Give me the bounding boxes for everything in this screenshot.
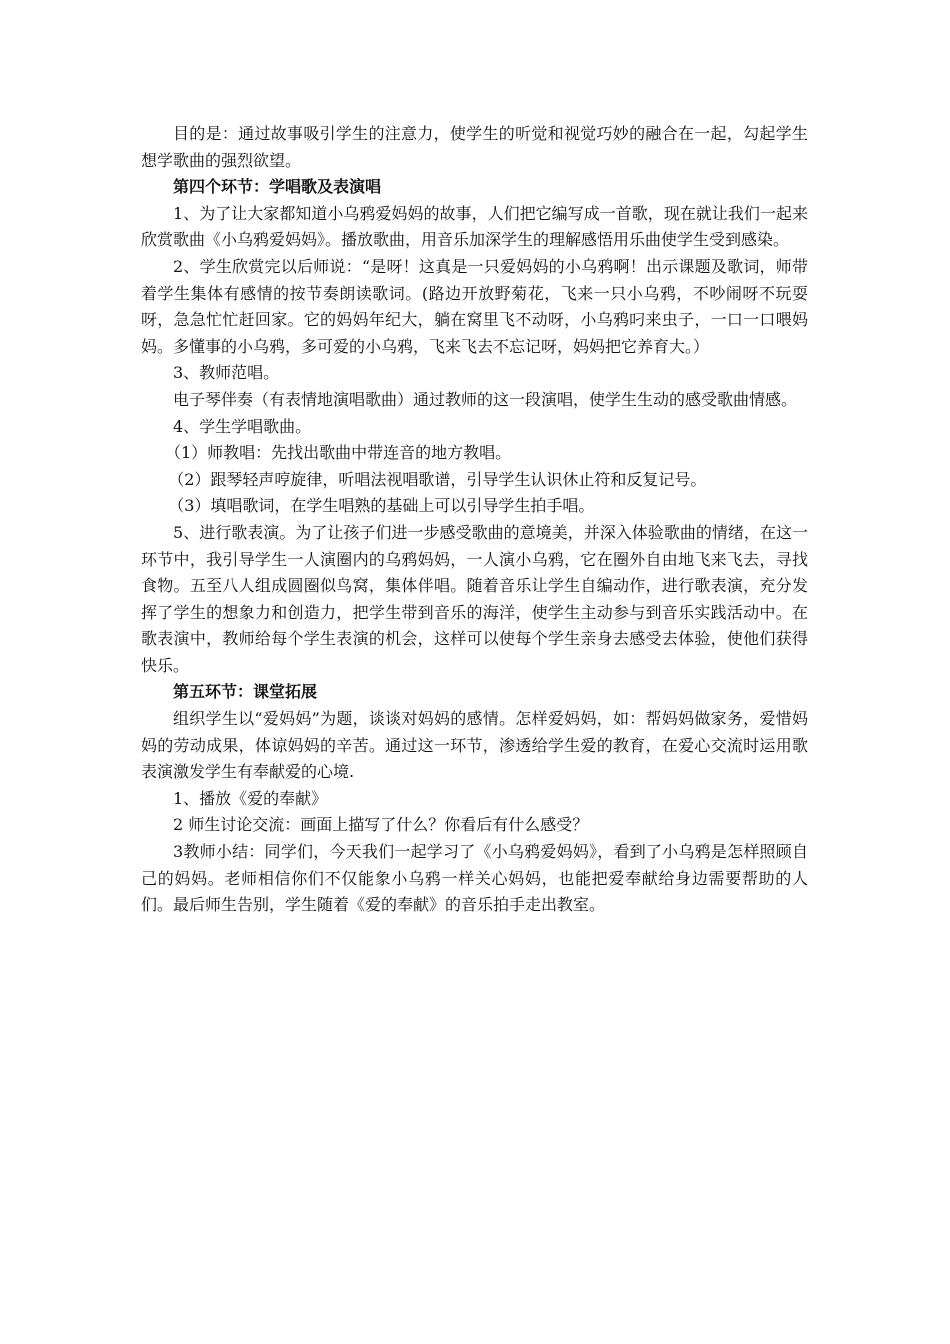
paragraph-accompaniment: 电子琴伴奏（有表情地演唱歌曲）通过教师的这一段演唱，使学生生动的感受歌曲情感。 xyxy=(173,389,798,409)
paragraph-ext-1: 1、播放《爱的奉献》 xyxy=(173,788,328,808)
paragraph-substep-2: （2）跟琴轻声哼旋律，听唱法视唱歌谱，引导学生认识休止符和反复记号。 xyxy=(168,469,707,489)
paragraph-step-1: 1、为了让大家都知道小乌鸦爱妈妈的故事，人们把它编写成一首歌，现在就让我们一起来欣赏歌曲《小乌鸦爱妈妈》。播放歌曲，用音乐加深学生的理解感悟用乐曲使学生受到感染。 xyxy=(141,203,808,250)
paragraph-ext-3: 3教师小结：同学们，今天我们一起学习了《小乌鸦爱妈妈》，看到了小乌鸦是怎样照顾自己的妈妈。老师相信你们不仅能象小乌鸦一样关心妈妈，也能把爱奉献给身边需要帮助的人们。最后师生告别，学生随着《爱的奉献》的音乐拍手走出教室。 xyxy=(141,842,808,915)
paragraph-substep-3: （3）填唱歌词，在学生唱熟的基础上可以引导学生拍手唱。 xyxy=(168,496,595,516)
paragraph-step-5: 5、进行歌表演。为了让孩子们进一步感受歌曲的意境美，并深入体验歌曲的情绪，在这一环节中，我引导学生一人演圈内的乌鸦妈妈，一人演小乌鸦，它在圈外自由地飞来飞去，寻找食物。五至八人组成圆圈似鸟窝，集体伴唱。随着音乐让学生自编动作，进行歌表演，充分发挥了学生的想象力和创造力，把学生带到音乐的海洋，使学生主动参与到音乐实践活动中。在歌表演中，教师给每个学生表演的机会，这样可以使每个学生亲身去感受去体验，使他们获得快乐。 xyxy=(141,522,808,675)
document-page xyxy=(141,121,808,919)
section-heading-5: 第五环节：课堂拓展 xyxy=(173,682,318,702)
paragraph-step-3: 3、教师范唱。 xyxy=(173,363,280,383)
paragraph-step-2: 2、学生欣赏完以后师说：“是呀！这真是一只爱妈妈的小乌鸦啊！出示课题及歌词，师带着学生集体有感情的按节奏朗读歌词。(路边开放野菊花，飞来一只小乌鸦，不吵闹呀不玩耍呀，急急忙忙赶回家。它的妈妈年纪大，躺在窝里飞不动呀，小乌鸦叼来虫子，一口一口喂妈妈。多懂事的小乌鸦，多可爱的小乌鸦，飞来飞去不忘记呀，妈妈把它养育大。） xyxy=(141,256,808,356)
paragraph-substep-1: （1）师教唱：先找出歌曲中带连音的地方教唱。 xyxy=(165,443,512,463)
paragraph-ext-2: 2 师生讨论交流：画面上描写了什么？你看后有什么感受？ xyxy=(173,815,589,835)
section-heading-4: 第四个环节：学唱歌及表演唱 xyxy=(173,177,382,197)
paragraph-step-4: 4、学生学唱歌曲。 xyxy=(173,416,312,436)
paragraph-purpose: 目的是：通过故事吸引学生的注意力，使学生的听觉和视觉巧妙的融合在一起，勾起学生想学歌曲的强烈欲望。 xyxy=(141,124,808,170)
paragraph-extension: 组织学生以“爱妈妈”为题，谈谈对妈妈的感情。怎样爱妈妈，如：帮妈妈做家务，爱惜妈妈的劳动成果，体谅妈妈的辛苦。通过这一环节，渗透给学生爱的教育，在爱心交流时运用歌表演激发学生有奉献爱的心境. xyxy=(141,709,808,782)
